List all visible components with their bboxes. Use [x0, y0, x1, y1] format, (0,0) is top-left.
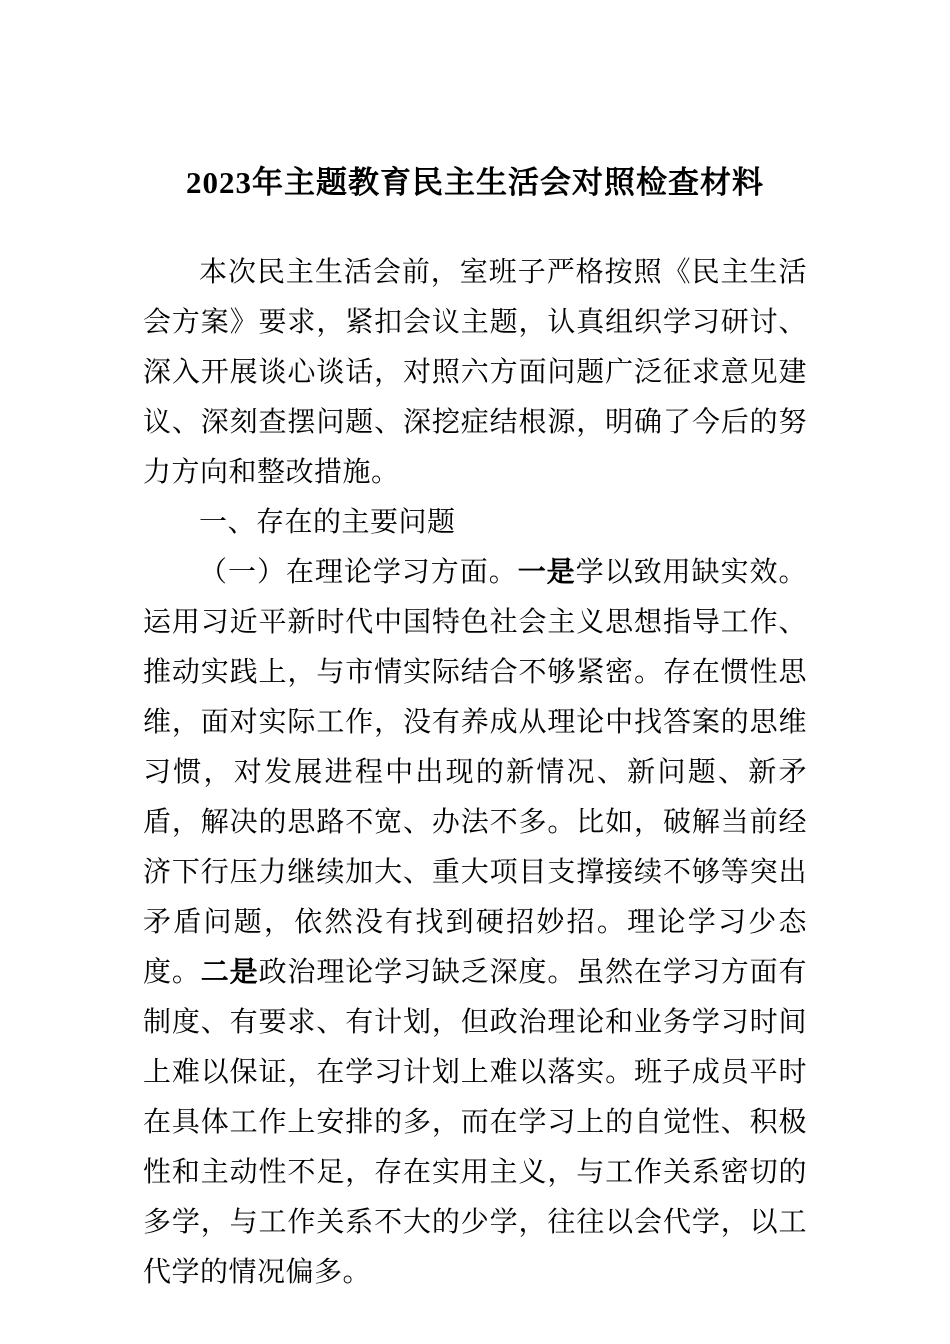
- body-text: 学以致用缺实效。运用习近平新时代中国特色社会主义思想指导工作、推动实践上，与市情实际结合不够紧密。存在惯性思维，面对实际工作，没有养成从理论中找答案的思维习惯，对发展进程中出现的新情况、新问题、新矛盾，解决的思路不宽、办法不多。比如，破解当前经济下行压力继续加大、重大项目支撑接续不够等突出矛盾问题，依然没有找到硬招妙招。理论学习少态度。: [143, 557, 807, 988]
- section-1-heading: [143, 498, 807, 548]
- body-text: 一、存在的主要问题: [199, 507, 456, 538]
- body-text: （一）在理论学习方面。: [199, 557, 518, 588]
- document-body: [143, 248, 807, 1298]
- paragraph-section-1-1: [143, 548, 807, 1298]
- body-text: 政治理论学习缺乏深度。虽然在学习方面有制度、有要求、有计划，但政治理论和业务学习时间上难以保证，在学习计划上难以落实。班子成员平时在具体工作上安排的多，而在学习上的自觉性、积极性和主动性不足，存在实用主义，与工作关系密切的多学，与工作关系不大的少学，往往以会代学，以工代学的情况偏多。: [143, 957, 807, 1288]
- emphasis-text: 一是: [517, 557, 576, 588]
- body-text: 本次民主生活会前，室班子严格按照《民主生活会方案》要求，紧扣会议主题，认真组织学习研讨、深入开展谈心谈话，对照六方面问题广泛征求意见建议、深刻查摆问题、深挖症结根源，明确了今后的努力方向和整改措施。: [143, 257, 807, 488]
- document-title: 2023年主题教育民主生活会对照检查材料: [186, 165, 764, 200]
- paragraph-intro: [143, 248, 807, 498]
- emphasis-text: 二是: [200, 957, 259, 988]
